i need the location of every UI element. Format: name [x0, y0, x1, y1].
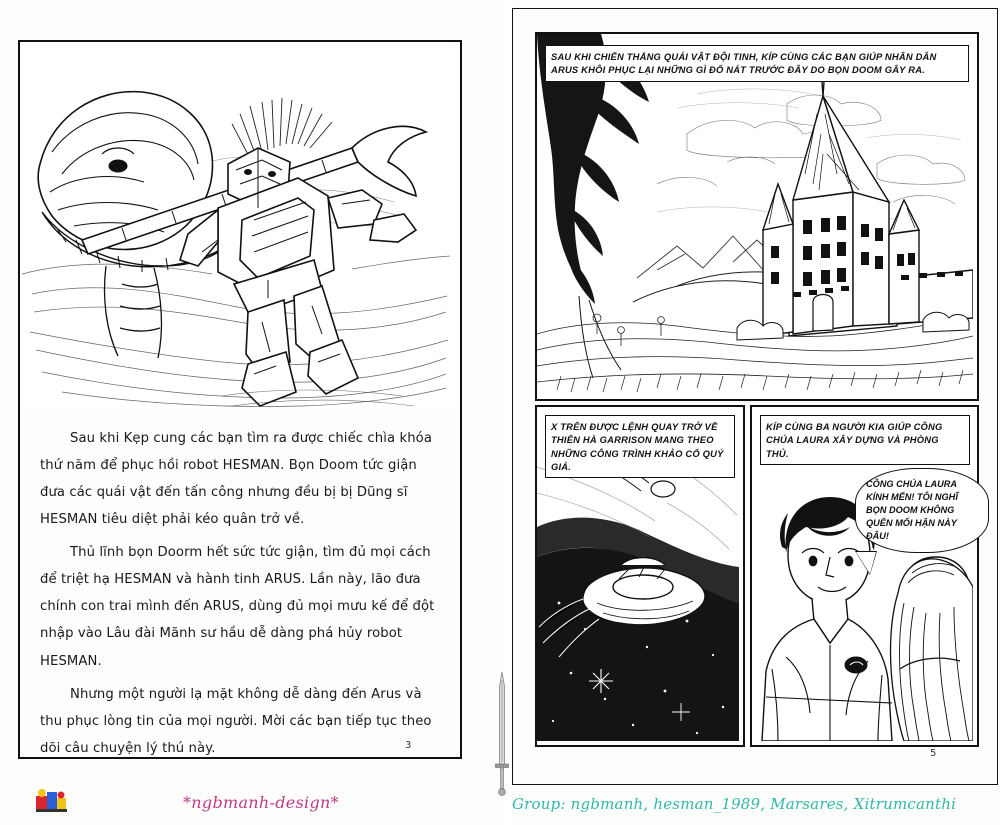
credit-text: Group: ngbmanh, hesman_1989, Marsares, Xitrumcanthi	[512, 795, 957, 813]
paragraph-3: Nhưng một người lạ mặt không dễ dàng đến Arus và thu phục lòng tin của mọi người. Mời các bạn tiếp tục theo dõi câu chuyện lý thú này.	[40, 686, 432, 756]
left-page-number: 3	[405, 740, 412, 751]
speech-bubble-tail	[856, 552, 876, 574]
paragraph-1: Sau khi Kẹp cung các bạn tìm ra được chiếc chìa khóa thứ năm để phục hồi robot HESMAN. Bọn Doom tức giận đưa các quái vật đến tấn công nhưng đều bị bị Dũng sĩ HESMAN tiêu diệt phải kéo quân trở về.	[40, 431, 433, 528]
left-page-body-text	[40, 425, 438, 768]
paragraph-2: Thủ lĩnh bọn Doorm hết sức tức giận, tìm đủ mọi cách để triệt hạ HESMAN và hành tinh ARUS. Lần này, lão đưa chính con trai mình đến ARUS, dùng đủ mọi mưu kế để đột nhập vào Lâu đài Mãnh sư hầu dễ dàng phá hủy robot HESMAN.	[40, 545, 435, 669]
caption-panel-3: KÍP CÙNG BA NGƯỜI KIA GIÚP CÔNG CHÚA LAURA XÂY DỰNG VÀ PHÒNG THỦ.	[760, 415, 970, 465]
caption-panel-1: SAU KHI CHIẾN THẮNG QUÁI VẬT ĐỘI TINH, KÍP CÙNG CÁC BẠN GIÚP NHÂN DÂN ARUS KHÔI PHỤC LẠI NHỮNG GÌ ĐỔ NÁT TRƯỚC ĐÂY DO BỌN DOOM GÂY RA.	[545, 45, 969, 82]
caption-panel-2: X TRÊN ĐƯỢC LỆNH QUAY TRỞ VỀ THIÊN HÀ GARRISON MANG THEO NHỮNG CÔNG TRÌNH KHẢO CỔ QUÝ GIÁ.	[545, 415, 735, 478]
hesman-robot-illustration	[22, 44, 454, 412]
right-page-number: 5	[930, 748, 937, 759]
speech-bubble: CÔNG CHÚA LAURA KÍNH MẾN! TÔI NGHĨ BỌN DOOM KHÔNG QUÊN MỐI HẬN NÀY ĐÂU!	[855, 468, 989, 553]
watermark-text: *ngbmanh-design*	[183, 793, 339, 812]
designer-logo-icon	[34, 786, 70, 814]
sword-divider-icon	[495, 672, 509, 797]
panel-castle-landscape	[535, 32, 979, 401]
